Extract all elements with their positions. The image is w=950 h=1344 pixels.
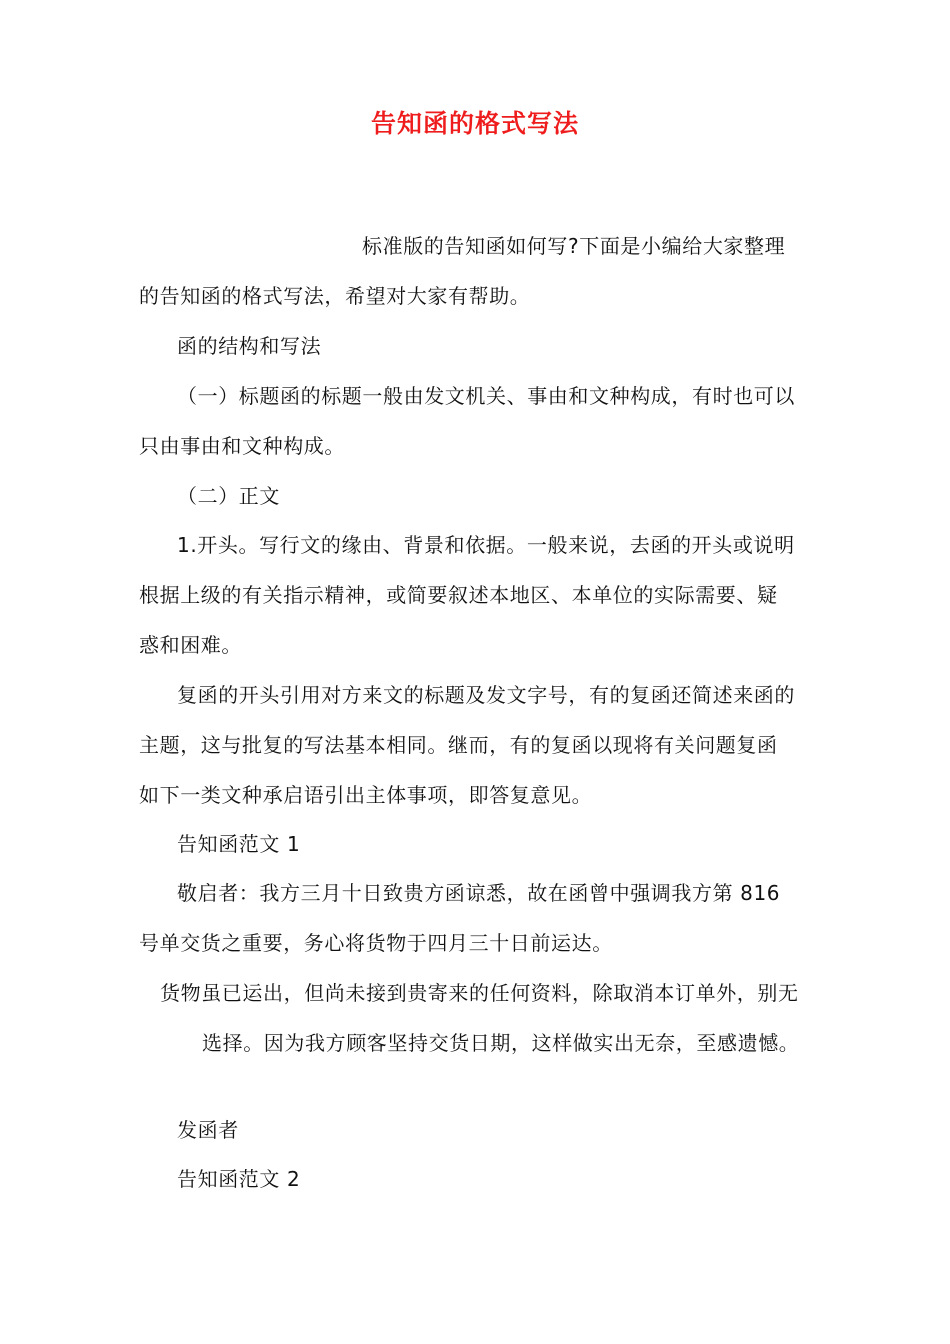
paragraph-opening-line-1: 1.开头。写行文的缘由、背景和依据。一般来说，去函的开头或说明	[177, 533, 795, 557]
intro-line-1: 标准版的告知函如何写?下面是小编给大家整理	[362, 234, 786, 258]
paragraph-title-line-2: 只由事由和文种构成。	[139, 434, 345, 458]
sample-heading-2: 告知函范文 2	[177, 1167, 301, 1191]
paragraph-reply-line-1: 复函的开头引用对方来文的标题及发文字号，有的复函还简述来函的	[177, 683, 795, 707]
sample-1-line-2: 号单交货之重要，务心将货物于四月三十日前运达。	[139, 931, 613, 955]
section-heading-body: （二）正文	[177, 484, 280, 508]
section-heading-structure: 函的结构和写法	[177, 334, 322, 358]
paragraph-title-line-1: （一）标题函的标题一般由发文机关、事由和文种构成，有时也可以	[177, 384, 795, 408]
sample-heading-1: 告知函范文 1	[177, 832, 301, 856]
document-title: 告知函的格式写法	[370, 109, 579, 138]
sender-label: 发函者	[177, 1118, 239, 1142]
intro-line-2: 的告知函的格式写法，希望对大家有帮助。	[139, 284, 531, 308]
sample-1-line-4: 选择。因为我方顾客坚持交货日期，这样做实出无奈，至感遗憾。	[202, 1031, 800, 1055]
paragraph-reply-line-3: 如下一类文种承启语引出主体事项，即答复意见。	[139, 783, 593, 807]
sample-1-line-3: 货物虽已运出，但尚未接到贵寄来的任何资料，除取消本订单外，别无	[160, 981, 799, 1005]
paragraph-opening-line-3: 惑和困难。	[139, 633, 242, 657]
sample-1-line-1: 敬启者：我方三月十日致贵方函谅悉，故在函曾中强调我方第 816	[177, 881, 781, 905]
paragraph-opening-line-2: 根据上级的有关指示精神，或简要叙述本地区、本单位的实际需要、疑	[139, 583, 778, 607]
paragraph-reply-line-2: 主题，这与批复的写法基本相同。继而，有的复函以现将有关问题复函	[139, 733, 778, 757]
